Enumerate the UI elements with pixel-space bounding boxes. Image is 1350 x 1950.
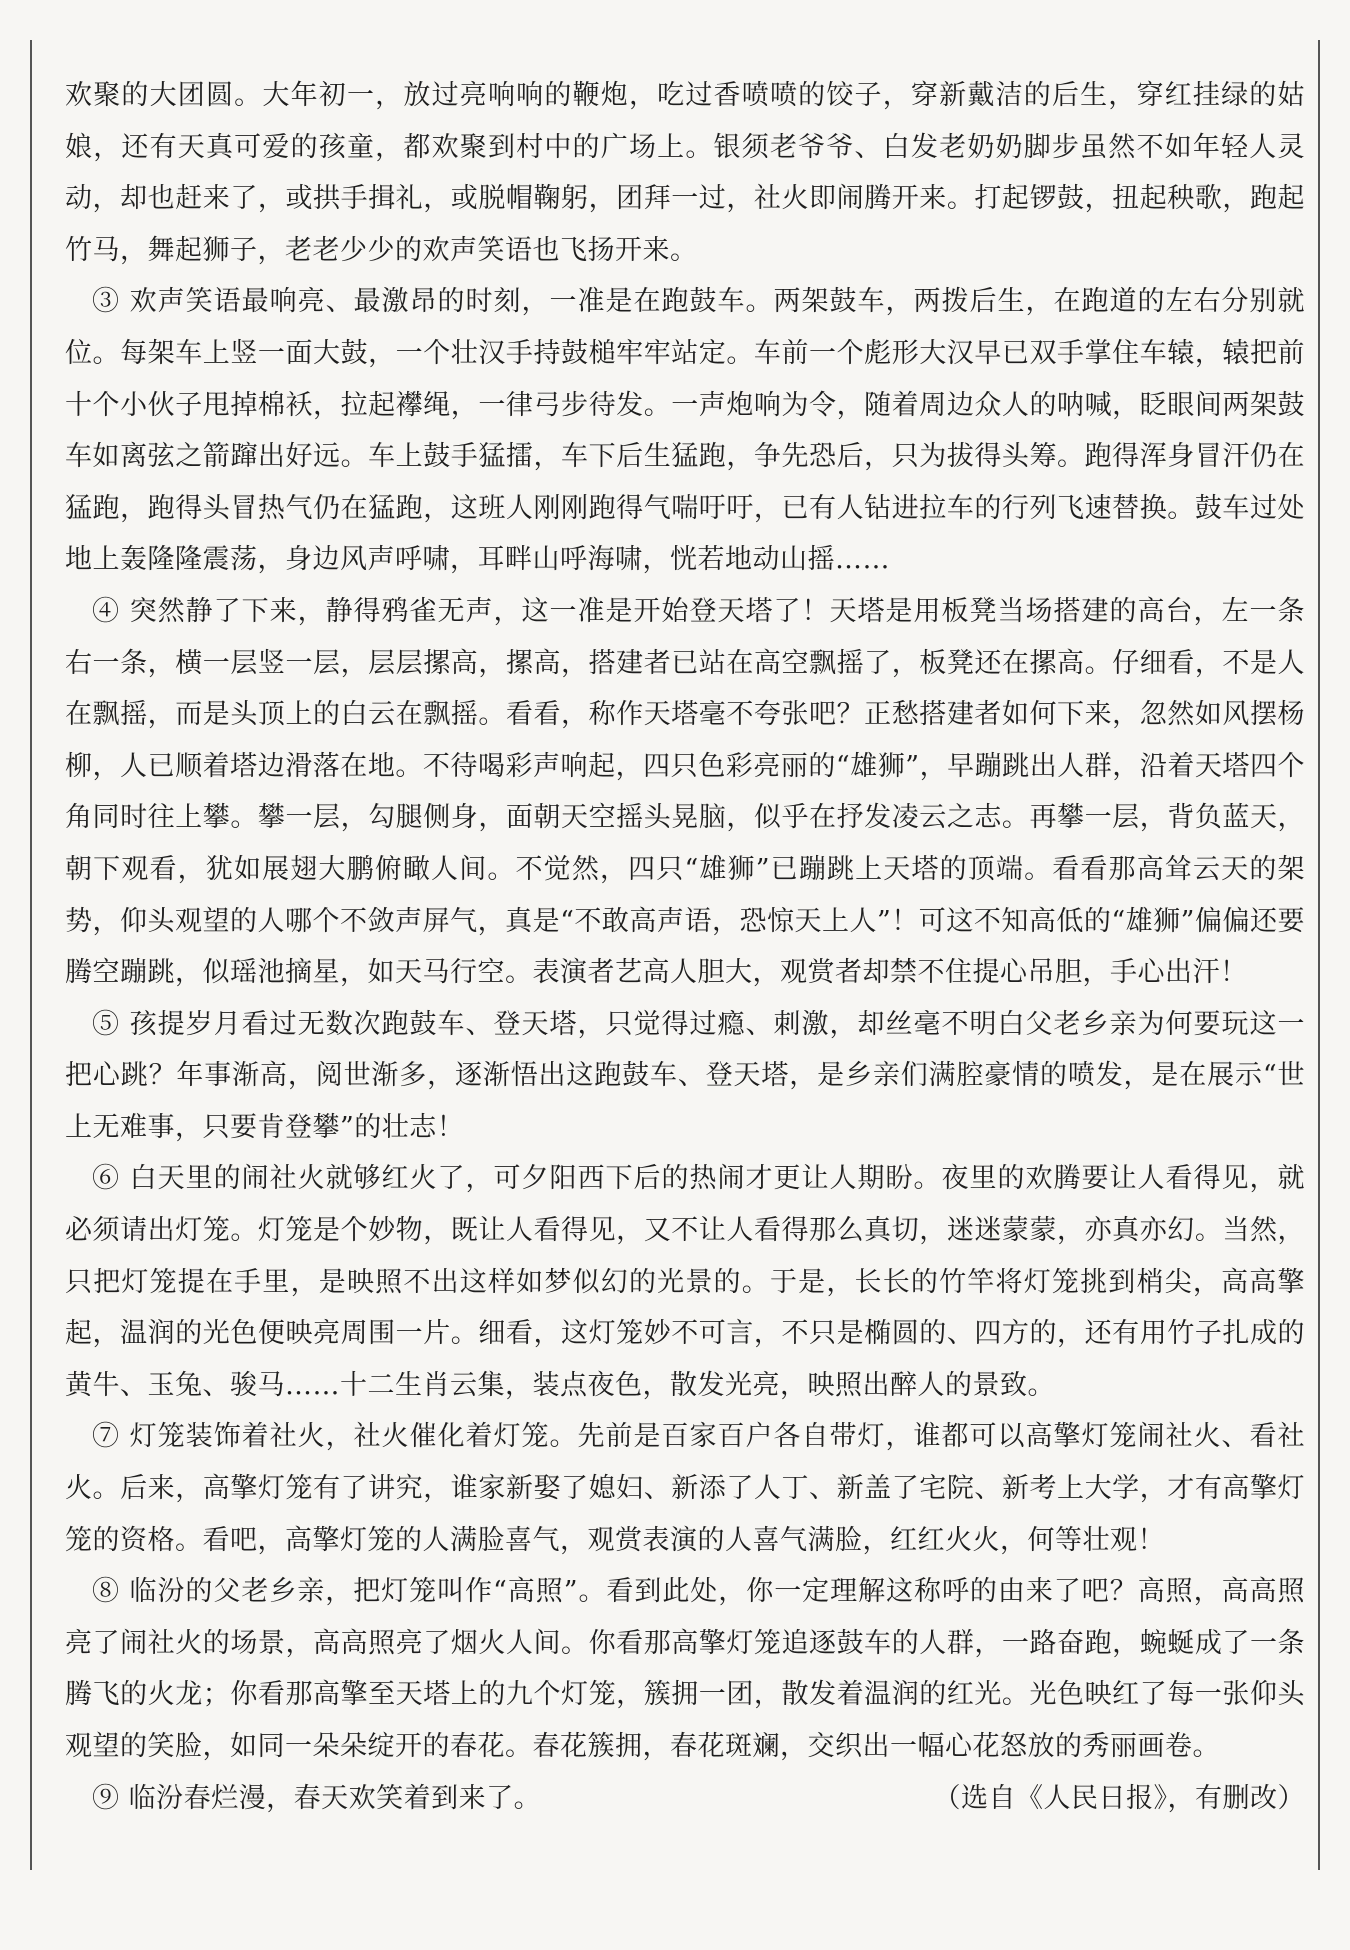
article-body [65, 70, 1305, 1824]
left-margin-rule [30, 40, 32, 1870]
paragraph-continued: 欢聚的大团圆。大年初一，放过亮响响的鞭炮，吃过香喷喷的饺子，穿新戴洁的后生，穿红挂绿的姑娘，还有天真可爱的孩童，都欢聚到村中的广场上。银须老爷爷、白发老奶奶脚步虽然不如年轻人灵动，却也赶来了，或拱手揖礼，或脱帽鞠躬，团拜一过，社火即闹腾开来。打起锣鼓，扭起秧歌，跑起竹马，舞起狮子，老老少少的欢声笑语也飞扬开来。 [65, 80, 1305, 266]
paragraph-3: ③ 欢声笑语最响亮、最激昂的时刻，一准是在跑鼓车。两架鼓车，两拨后生，在跑道的左右分别就位。每架车上竖一面大鼓，一个壮汉手持鼓槌牢牢站定。车前一个彪形大汉早已双手掌住车辕，辕把前十个小伙子甩掉棉袄，拉起襻绳，一律弓步待发。一声炮响为令，随着周边众人的呐喊，眨眼间两架鼓车如离弦之箭蹿出好远。车上鼓手猛擂，车下后生猛跑，争先恐后，只为拔得头筹。跑得浑身冒汗仍在猛跑，跑得头冒热气仍在猛跑，这班人刚刚跑得气喘吁吁，已有人钻进拉车的行列飞速替换。鼓车过处地上轰隆隆震荡，身边风声呼啸，耳畔山呼海啸，恍若地动山摇…… [65, 286, 1305, 576]
paragraph-4: ④ 突然静了下来，静得鸦雀无声，这一准是开始登天塔了！天塔是用板凳当场搭建的高台，左一条右一条，横一层竖一层，层层摞高，摞高，搭建者已站在高空飘摇了，板凳还在摞高。仔细看，不是人在飘摇，而是头顶上的白云在飘摇。看看，称作天塔毫不夸张吧？正愁搭建者如何下来，忽然如风摆杨柳，人已顺着塔边滑落在地。不待喝彩声响起，四只色彩亮丽的“雄狮”，早蹦跳出人群，沿着天塔四个角同时往上攀。攀一层，勾腿侧身，面朝天空摇头晃脑，似乎在抒发凌云之志。再攀一层，背负蓝天，朝下观看，犹如展翅大鹏俯瞰人间。不觉然，四只“雄狮”已蹦跳上天塔的顶端。看看那高耸云天的架势，仰头观望的人哪个不敛声屏气，真是“不敢高声语，恐惊天上人”！可这不知高低的“雄狮”偏偏还要腾空蹦跳，似瑶池摘星，如天马行空。表演者艺高人胆大，观赏者却禁不住提心吊胆，手心出汗！ [65, 595, 1305, 989]
paragraph-9: ⑨ 临汾春烂漫，春天欢笑着到来了。 [92, 1782, 542, 1814]
paragraph-6: ⑥ 白天里的闹社火就够红火了，可夕阳西下后的热闹才更让人期盼。夜里的欢腾要让人看得见，就必须请出灯笼。灯笼是个妙物，既让人看得见，又不让人看得那么真切，迷迷蒙蒙，亦真亦幻。当然，只把灯笼提在手里，是映照不出这样如梦似幻的光景的。于是，长长的竹竿将灯笼挑到梢尖，高高擎起，温润的光色便映亮周围一片。细看，这灯笼妙不可言，不只是椭圆的、四方的，还有用竹子扎成的黄牛、玉兔、骏马……十二生肖云集，装点夜色，散发光亮，映照出醉人的景致。 [65, 1163, 1305, 1401]
source-citation: （选自《人民日报》，有删改） [933, 1782, 1305, 1814]
paragraph-8: ⑧ 临汾的父老乡亲，把灯笼叫作“高照”。看到此处，你一定理解这称呼的由来了吧？高照，高高照亮了闹社火的场景，高高照亮了烟火人间。你看那高擎灯笼追逐鼓车的人群，一路奋跑，蜿蜒成了一条腾飞的火龙；你看那高擎至天塔上的九个灯笼，簇拥一团，散发着温润的红光。光色映红了每一张仰头观望的笑脸，如同一朵朵绽开的春花。春花簇拥，春花斑斓，交织出一幅心花怒放的秀丽画卷。 [65, 1576, 1305, 1762]
paragraph-5: ⑤ 孩提岁月看过无数次跑鼓车、登天塔，只觉得过瘾、刺激，却丝毫不明白父老乡亲为何要玩这一把心跳？年事渐高，阅世渐多，逐渐悟出这跑鼓车、登天塔，是乡亲们满腔豪情的喷发，是在展示“世上无难事，只要肯登攀”的壮志！ [65, 1008, 1305, 1143]
right-margin-rule [1318, 40, 1320, 1870]
paragraph-7: ⑦ 灯笼装饰着社火，社火催化着灯笼。先前是百家百户各自带灯，谁都可以高擎灯笼闹社火、看社火。后来，高擎灯笼有了讲究，谁家新娶了媳妇、新添了人丁、新盖了宅院、新考上大学，才有高擎灯笼的资格。看吧，高擎灯笼的人满脸喜气，观赏表演的人喜气满脸，红红火火，何等壮观！ [65, 1421, 1305, 1556]
closing-line [65, 1773, 1305, 1825]
